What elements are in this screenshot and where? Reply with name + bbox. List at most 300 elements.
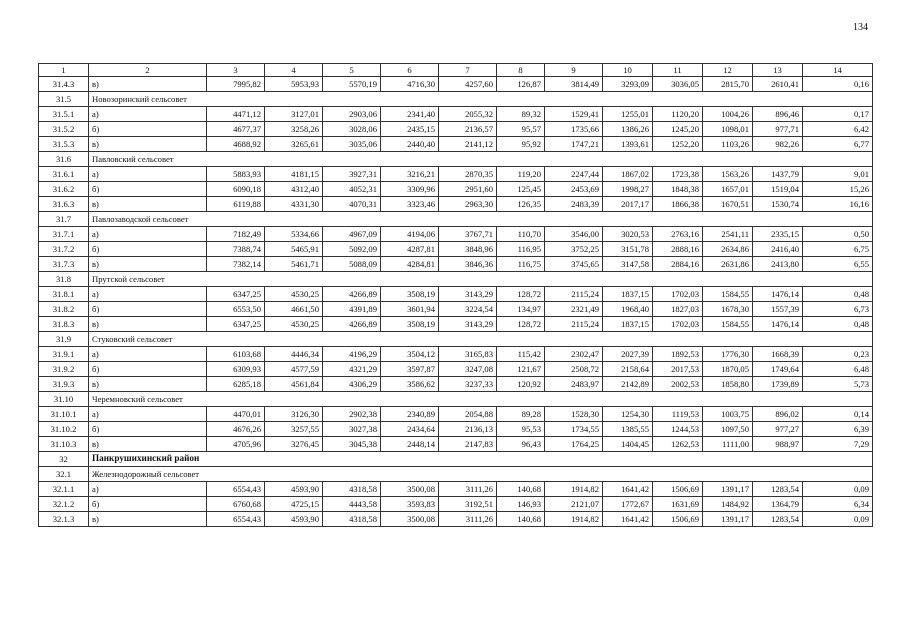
table-cell: 116,75 <box>497 257 545 272</box>
table-cell: 2483,39 <box>545 197 603 212</box>
table-cell: 1111,00 <box>703 437 753 452</box>
section-header-row <box>39 92 873 107</box>
table-cell: 128,72 <box>497 317 545 332</box>
table-cell: 4530,25 <box>265 317 323 332</box>
table-cell: 2413,80 <box>753 257 803 272</box>
table-cell: 6,73 <box>803 302 873 317</box>
table-cell: 3224,54 <box>439 302 497 317</box>
section-header-row <box>39 272 873 287</box>
table-cell: 6554,43 <box>207 512 265 527</box>
table-cell: 2002,53 <box>653 377 703 392</box>
table-cell: 4070,31 <box>323 197 381 212</box>
table-row <box>39 242 873 257</box>
table-cell: 128,72 <box>497 287 545 302</box>
table-cell: 1892,53 <box>653 347 703 362</box>
section-title: Железнодорожный сельсовет <box>89 467 873 482</box>
table-cell: 1764,25 <box>545 437 603 452</box>
table-cell: 120,92 <box>497 377 545 392</box>
row-label: б) <box>89 362 207 377</box>
table-cell: 1848,38 <box>653 182 703 197</box>
table-row <box>39 347 873 362</box>
table-cell: 119,20 <box>497 167 545 182</box>
table-cell: 6553,50 <box>207 302 265 317</box>
table-row <box>39 257 873 272</box>
table-row <box>39 422 873 437</box>
table-cell: 146,93 <box>497 497 545 512</box>
table-cell: 6,34 <box>803 497 873 512</box>
column-header-12: 12 <box>703 64 753 77</box>
table-cell: 3247,08 <box>439 362 497 377</box>
row-label: а) <box>89 107 207 122</box>
table-cell: 1914,82 <box>545 512 603 527</box>
table-cell: 5461,71 <box>265 257 323 272</box>
table-cell: 5334,66 <box>265 227 323 242</box>
table-row <box>39 377 873 392</box>
table-cell: 1668,39 <box>753 347 803 362</box>
table-cell: 121,67 <box>497 362 545 377</box>
row-code: 31.4.3 <box>39 77 89 92</box>
table-cell: 6760,68 <box>207 497 265 512</box>
table-cell: 2902,38 <box>323 407 381 422</box>
table-cell: 2017,17 <box>603 197 653 212</box>
table-cell: 1476,14 <box>753 287 803 302</box>
table-row <box>39 362 873 377</box>
table-cell: 4284,81 <box>381 257 439 272</box>
table-cell: 4661,50 <box>265 302 323 317</box>
table-cell: 2951,60 <box>439 182 497 197</box>
table-cell: 1476,14 <box>753 317 803 332</box>
table-cell: 2541,11 <box>703 227 753 242</box>
page-number: 134 <box>853 22 868 33</box>
table-cell: 1254,30 <box>603 407 653 422</box>
table-cell: 4257,60 <box>439 77 497 92</box>
table-row <box>39 137 873 152</box>
table-cell: 1245,20 <box>653 122 703 137</box>
row-label: в) <box>89 77 207 92</box>
table-cell: 1098,01 <box>703 122 753 137</box>
table-cell: 2903,06 <box>323 107 381 122</box>
table-cell: 2136,57 <box>439 122 497 137</box>
table-cell: 3597,87 <box>381 362 439 377</box>
table-cell: 4196,29 <box>323 347 381 362</box>
table-cell: 2017,53 <box>653 362 703 377</box>
table-cell: 1004,26 <box>703 107 753 122</box>
table-cell: 3593,83 <box>381 497 439 512</box>
table-cell: 5465,91 <box>265 242 323 257</box>
table-cell: 977,71 <box>753 122 803 137</box>
table-cell: 3752,25 <box>545 242 603 257</box>
table-cell: 988,97 <box>753 437 803 452</box>
table-cell: 4716,30 <box>381 77 439 92</box>
table-cell: 1563,26 <box>703 167 753 182</box>
table-row <box>39 437 873 452</box>
table-cell: 7,29 <box>803 437 873 452</box>
row-code: 32.1.3 <box>39 512 89 527</box>
column-header-7: 7 <box>439 64 497 77</box>
table-cell: 4194,06 <box>381 227 439 242</box>
table-cell: 3846,36 <box>439 257 497 272</box>
section-title: Стуковский сельсовет <box>89 332 873 347</box>
table-cell: 3143,29 <box>439 287 497 302</box>
row-code: 32.1 <box>39 467 89 482</box>
table-cell: 1641,42 <box>603 482 653 497</box>
table-cell: 96,43 <box>497 437 545 452</box>
table-cell: 4446,34 <box>265 347 323 362</box>
table-cell: 1529,41 <box>545 107 603 122</box>
row-code: 31.9.3 <box>39 377 89 392</box>
table-cell: 3035,06 <box>323 137 381 152</box>
table-row <box>39 77 873 92</box>
table-cell: 1519,04 <box>753 182 803 197</box>
table-cell: 140,68 <box>497 482 545 497</box>
table-cell: 5092,09 <box>323 242 381 257</box>
table-cell: 6,39 <box>803 422 873 437</box>
table-cell: 1702,03 <box>653 287 703 302</box>
table-cell: 2483,97 <box>545 377 603 392</box>
table-cell: 3508,19 <box>381 287 439 302</box>
table-cell: 3111,26 <box>439 482 497 497</box>
column-header-8: 8 <box>497 64 545 77</box>
table-cell: 2448,14 <box>381 437 439 452</box>
table-cell: 3309,96 <box>381 182 439 197</box>
table-cell: 95,57 <box>497 122 545 137</box>
table-cell: 4181,15 <box>265 167 323 182</box>
table-cell: 7382,14 <box>207 257 265 272</box>
table-cell: 1866,38 <box>653 197 703 212</box>
row-code: 32.1.2 <box>39 497 89 512</box>
table-cell: 896,46 <box>753 107 803 122</box>
row-code: 31.7.3 <box>39 257 89 272</box>
table-cell: 2763,16 <box>653 227 703 242</box>
table-cell: 1364,79 <box>753 497 803 512</box>
column-header-9: 9 <box>545 64 603 77</box>
table-cell: 1528,30 <box>545 407 603 422</box>
table-cell: 3151,78 <box>603 242 653 257</box>
table-cell: 2888,16 <box>653 242 703 257</box>
column-header-13: 13 <box>753 64 803 77</box>
table-cell: 3500,08 <box>381 512 439 527</box>
table-cell: 5570,19 <box>323 77 381 92</box>
district-header-row <box>39 452 873 467</box>
table-cell: 4593,90 <box>265 512 323 527</box>
row-code: 31.9.2 <box>39 362 89 377</box>
row-code: 31.9 <box>39 332 89 347</box>
table-body <box>39 64 873 527</box>
row-code: 31.10.1 <box>39 407 89 422</box>
table-cell: 2142,89 <box>603 377 653 392</box>
table-cell: 2435,15 <box>381 122 439 137</box>
table-cell: 4676,26 <box>207 422 265 437</box>
table-cell: 9,01 <box>803 167 873 182</box>
table-cell: 2434,64 <box>381 422 439 437</box>
table-row <box>39 197 873 212</box>
row-label: в) <box>89 197 207 212</box>
table-cell: 3143,29 <box>439 317 497 332</box>
row-label: б) <box>89 182 207 197</box>
table-row <box>39 167 873 182</box>
table-cell: 1749,64 <box>753 362 803 377</box>
table-cell: 1003,75 <box>703 407 753 422</box>
table-cell: 3045,38 <box>323 437 381 452</box>
table-cell: 5088,09 <box>323 257 381 272</box>
table-cell: 3165,83 <box>439 347 497 362</box>
row-code: 31.7.2 <box>39 242 89 257</box>
row-code: 31.6.3 <box>39 197 89 212</box>
table-cell: 7182,49 <box>207 227 265 242</box>
row-label: в) <box>89 317 207 332</box>
table-cell: 2335,15 <box>753 227 803 242</box>
table-row <box>39 287 873 302</box>
district-title: Панкрушихинский район <box>89 452 873 467</box>
table-cell: 3126,30 <box>265 407 323 422</box>
table-cell: 3848,96 <box>439 242 497 257</box>
row-label: а) <box>89 407 207 422</box>
row-code: 31.5.1 <box>39 107 89 122</box>
table-cell: 2141,12 <box>439 137 497 152</box>
table-cell: 1998,27 <box>603 182 653 197</box>
row-label: в) <box>89 377 207 392</box>
table-cell: 5953,93 <box>265 77 323 92</box>
table-cell: 126,35 <box>497 197 545 212</box>
row-code: 31.8.2 <box>39 302 89 317</box>
table-cell: 1776,30 <box>703 347 753 362</box>
table-cell: 1734,55 <box>545 422 603 437</box>
table-cell: 1484,92 <box>703 497 753 512</box>
section-title: Павловский сельсовет <box>89 152 873 167</box>
table-cell: 6,48 <box>803 362 873 377</box>
table-cell: 1827,03 <box>653 302 703 317</box>
table-cell: 16,16 <box>803 197 873 212</box>
table-cell: 3814,49 <box>545 77 603 92</box>
table-cell: 4306,29 <box>323 377 381 392</box>
row-code: 31.5.2 <box>39 122 89 137</box>
row-code: 31.10.2 <box>39 422 89 437</box>
table-cell: 0,17 <box>803 107 873 122</box>
table-cell: 1386,26 <box>603 122 653 137</box>
table-cell: 3027,38 <box>323 422 381 437</box>
table-cell: 1393,61 <box>603 137 653 152</box>
table-cell: 15,26 <box>803 182 873 197</box>
table-cell: 6119,88 <box>207 197 265 212</box>
table-cell: 1723,38 <box>653 167 703 182</box>
table-row <box>39 482 873 497</box>
table-cell: 6,42 <box>803 122 873 137</box>
tariff-table <box>38 63 873 527</box>
section-title: Черемновский сельсовет <box>89 392 873 407</box>
table-cell: 2054,88 <box>439 407 497 422</box>
table-cell: 4331,30 <box>265 197 323 212</box>
table-cell: 1968,40 <box>603 302 653 317</box>
row-code: 31.5.3 <box>39 137 89 152</box>
table-cell: 2158,64 <box>603 362 653 377</box>
table-cell: 3147,58 <box>603 257 653 272</box>
table-row <box>39 512 873 527</box>
row-code: 31.10.3 <box>39 437 89 452</box>
table-cell: 1858,80 <box>703 377 753 392</box>
table-cell: 0,09 <box>803 482 873 497</box>
table-cell: 4530,25 <box>265 287 323 302</box>
row-label: б) <box>89 122 207 137</box>
table-cell: 4318,58 <box>323 512 381 527</box>
table-cell: 2963,30 <box>439 197 497 212</box>
table-cell: 2815,70 <box>703 77 753 92</box>
row-label: б) <box>89 242 207 257</box>
section-title: Павлозаводской сельсовет <box>89 212 873 227</box>
table-cell: 4391,89 <box>323 302 381 317</box>
table-cell: 2147,83 <box>439 437 497 452</box>
table-cell: 2884,16 <box>653 257 703 272</box>
section-title: Новозоринский сельсовет <box>89 92 873 107</box>
table-cell: 3586,62 <box>381 377 439 392</box>
table-cell: 1735,66 <box>545 122 603 137</box>
table-cell: 2302,47 <box>545 347 603 362</box>
table-cell: 4470,01 <box>207 407 265 422</box>
table-cell: 4471,12 <box>207 107 265 122</box>
table-row <box>39 317 873 332</box>
table-cell: 2341,40 <box>381 107 439 122</box>
row-code: 31.7.1 <box>39 227 89 242</box>
table-cell: 4593,90 <box>265 482 323 497</box>
table-cell: 5883,93 <box>207 167 265 182</box>
table-cell: 4967,09 <box>323 227 381 242</box>
table-cell: 126,87 <box>497 77 545 92</box>
table-cell: 1584,55 <box>703 287 753 302</box>
row-code: 31.6 <box>39 152 89 167</box>
table-cell: 1870,05 <box>703 362 753 377</box>
table-cell: 3258,26 <box>265 122 323 137</box>
table-cell: 3028,06 <box>323 122 381 137</box>
table-cell: 1506,69 <box>653 512 703 527</box>
table-cell: 3927,31 <box>323 167 381 182</box>
table-cell: 0,16 <box>803 77 873 92</box>
table-cell: 3500,08 <box>381 482 439 497</box>
table-cell: 2340,89 <box>381 407 439 422</box>
table-cell: 2115,24 <box>545 287 603 302</box>
table-cell: 3508,19 <box>381 317 439 332</box>
table-cell: 6309,93 <box>207 362 265 377</box>
table-cell: 1391,17 <box>703 512 753 527</box>
table-row <box>39 227 873 242</box>
row-label: в) <box>89 257 207 272</box>
table-cell: 0,14 <box>803 407 873 422</box>
section-header-row <box>39 152 873 167</box>
table-cell: 3546,00 <box>545 227 603 242</box>
table-cell: 1262,53 <box>653 437 703 452</box>
table-cell: 1557,39 <box>753 302 803 317</box>
table-cell: 1837,15 <box>603 287 653 302</box>
column-header-5: 5 <box>323 64 381 77</box>
table-cell: 2508,72 <box>545 362 603 377</box>
table-cell: 3265,61 <box>265 137 323 152</box>
table-cell: 1837,15 <box>603 317 653 332</box>
row-label: в) <box>89 437 207 452</box>
row-label: в) <box>89 137 207 152</box>
table-cell: 1119,53 <box>653 407 703 422</box>
row-code: 31.6.1 <box>39 167 89 182</box>
column-header-2: 2 <box>89 64 207 77</box>
table-cell: 134,97 <box>497 302 545 317</box>
table-cell: 3601,94 <box>381 302 439 317</box>
table-cell: 2610,41 <box>753 77 803 92</box>
column-header-4: 4 <box>265 64 323 77</box>
table-cell: 2416,40 <box>753 242 803 257</box>
table-row <box>39 122 873 137</box>
table-cell: 0,50 <box>803 227 873 242</box>
table-cell: 3127,01 <box>265 107 323 122</box>
table-cell: 6285,18 <box>207 377 265 392</box>
row-label: а) <box>89 167 207 182</box>
row-code: 32 <box>39 452 89 467</box>
table-cell: 977,27 <box>753 422 803 437</box>
table-cell: 2136,13 <box>439 422 497 437</box>
table-cell: 3111,26 <box>439 512 497 527</box>
table-cell: 3192,51 <box>439 497 497 512</box>
table-cell: 4443,58 <box>323 497 381 512</box>
table-cell: 95,92 <box>497 137 545 152</box>
table-cell: 89,28 <box>497 407 545 422</box>
table-cell: 1657,01 <box>703 182 753 197</box>
table-cell: 3293,09 <box>603 77 653 92</box>
table-cell: 4287,81 <box>381 242 439 257</box>
table-row <box>39 497 873 512</box>
table-cell: 1584,55 <box>703 317 753 332</box>
table-cell: 4725,15 <box>265 497 323 512</box>
column-header-6: 6 <box>381 64 439 77</box>
column-number-header <box>39 64 873 77</box>
table-cell: 2440,40 <box>381 137 439 152</box>
row-code: 31.6.2 <box>39 182 89 197</box>
table-cell: 1678,30 <box>703 302 753 317</box>
row-code: 31.9.1 <box>39 347 89 362</box>
table-cell: 3257,55 <box>265 422 323 437</box>
row-code: 31.8.3 <box>39 317 89 332</box>
row-label: а) <box>89 227 207 242</box>
column-header-3: 3 <box>207 64 265 77</box>
table-cell: 4266,89 <box>323 287 381 302</box>
table-cell: 0,23 <box>803 347 873 362</box>
section-header-row <box>39 392 873 407</box>
table-cell: 2453,69 <box>545 182 603 197</box>
row-code: 31.5 <box>39 92 89 107</box>
section-header-row <box>39 212 873 227</box>
table-cell: 1530,74 <box>753 197 803 212</box>
table-cell: 2027,39 <box>603 347 653 362</box>
table-cell: 1097,50 <box>703 422 753 437</box>
table-cell: 6103,68 <box>207 347 265 362</box>
table-cell: 1506,69 <box>653 482 703 497</box>
table-cell: 1103,26 <box>703 137 753 152</box>
table-cell: 95,53 <box>497 422 545 437</box>
table-cell: 0,48 <box>803 287 873 302</box>
table-cell: 3020,53 <box>603 227 653 242</box>
table-cell: 6,75 <box>803 242 873 257</box>
row-label: а) <box>89 482 207 497</box>
table-cell: 1747,21 <box>545 137 603 152</box>
table-cell: 1385,55 <box>603 422 653 437</box>
table-cell: 3745,65 <box>545 257 603 272</box>
table-cell: 2870,35 <box>439 167 497 182</box>
table-row <box>39 182 873 197</box>
table-cell: 7388,74 <box>207 242 265 257</box>
table-cell: 2321,49 <box>545 302 603 317</box>
table-cell: 6090,18 <box>207 182 265 197</box>
table-cell: 2055,32 <box>439 107 497 122</box>
table-cell: 4577,59 <box>265 362 323 377</box>
table-cell: 6,77 <box>803 137 873 152</box>
row-code: 31.10 <box>39 392 89 407</box>
table-cell: 6554,43 <box>207 482 265 497</box>
table-cell: 982,26 <box>753 137 803 152</box>
